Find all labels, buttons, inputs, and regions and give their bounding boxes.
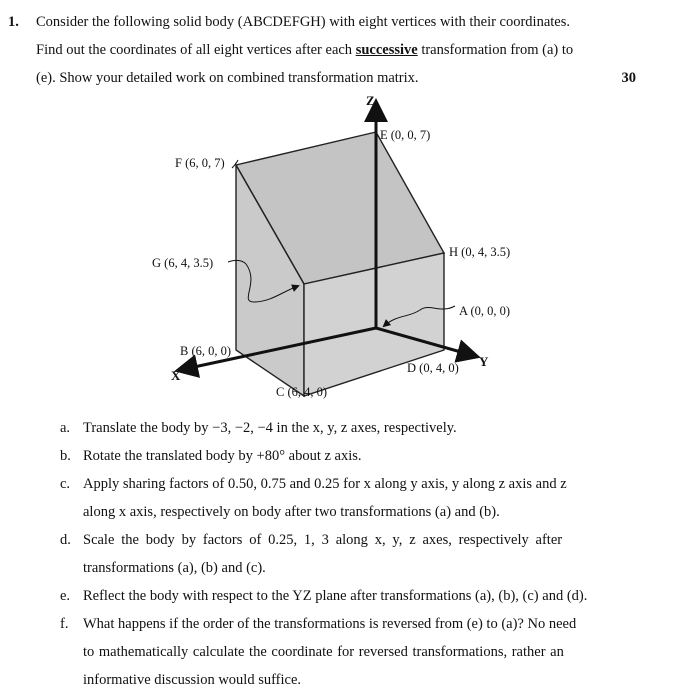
- question-line-2: Find out the coordinates of all eight vertices after each successive transformation from (a) to: [36, 42, 574, 58]
- z-axis-label: Z: [366, 93, 375, 108]
- vertex-a-label: A (0, 0, 0): [459, 304, 511, 318]
- solid-body-figure: [0, 88, 673, 414]
- vertex-g-label: G (6, 4, 3.5): [152, 256, 214, 270]
- question-line-3: (e). Show your detailed work on combined transformation matrix.: [36, 70, 419, 86]
- points-value: 30: [621, 70, 636, 86]
- question-line-1: Consider the following solid body (ABCDEFGH) with eight vertices with their coordinates.: [36, 14, 571, 30]
- vertex-f-label: F (6, 0, 7): [175, 156, 225, 170]
- vertex-d-label: D (0, 4, 0): [407, 361, 459, 375]
- vertex-c-label: C (6, 4, 0): [276, 385, 328, 399]
- successive-emphasis: successive: [355, 42, 418, 58]
- y-axis-label: Y: [479, 354, 489, 369]
- x-axis-label: X: [171, 368, 181, 383]
- vertex-e-label: E (0, 0, 7): [380, 128, 431, 142]
- question-number: 1.: [8, 14, 19, 30]
- vertex-h-label: H (0, 4, 3.5): [449, 245, 511, 259]
- vertex-b-label: B (6, 0, 0): [180, 344, 232, 358]
